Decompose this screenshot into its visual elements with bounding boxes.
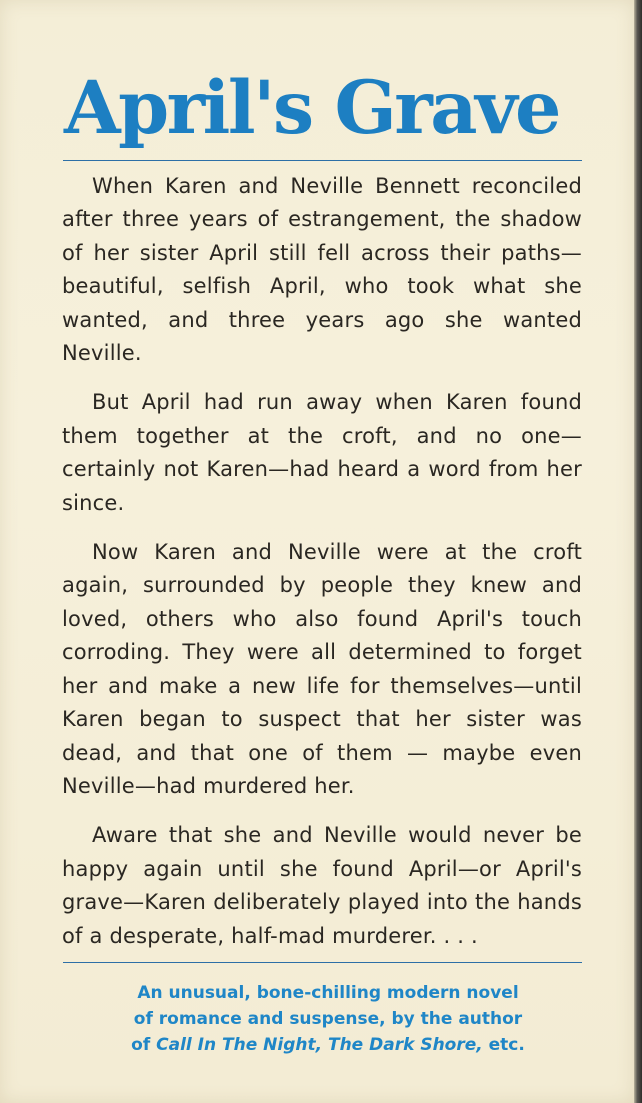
page-edge xyxy=(634,0,642,1103)
synopsis-paragraph-3: Now Karen and Neville were at the croft again, surrounded by people they knew and loved, others who also found April's touch corroding. They were all determined to forget her and make a new life for themselves—until Karen began to suspect that her sister was dead, and that one of them — maybe even Neville—had murdered her. xyxy=(62,540,582,798)
bottom-divider xyxy=(63,962,582,963)
book-title: April's Grave xyxy=(64,65,559,151)
blurb-line-3-prefix: of xyxy=(131,1035,157,1055)
synopsis xyxy=(62,170,582,969)
blurb-line-3 xyxy=(60,1032,596,1058)
promo-blurb xyxy=(60,980,596,1058)
blurb-line-1: An unusual, bone-chilling modern novel xyxy=(137,983,519,1003)
synopsis-paragraph-4: Aware that she and Neville would never be happy again until she found April—or April's grave—Karen deliberately played into the hands of a desperate, half-mad murderer. . . . xyxy=(62,823,582,948)
synopsis-paragraph-1: When Karen and Neville Bennett reconciled after three years of estrangement, the shadow of her sister April still fell across their paths—beautiful, selfish April, who took what she wanted, and three years ago she wanted Neville. xyxy=(62,174,582,366)
top-divider xyxy=(63,160,582,161)
author-other-titles: Call In The Night, The Dark Shore, xyxy=(156,1035,483,1055)
synopsis-paragraph-2: But April had run away when Karen found them together at the croft, and no one—certainly not Karen—had heard a word from her since. xyxy=(62,390,582,515)
blurb-line-3-suffix: etc. xyxy=(482,1035,525,1055)
blurb-line-2: of romance and suspense, by the author xyxy=(133,1009,523,1029)
